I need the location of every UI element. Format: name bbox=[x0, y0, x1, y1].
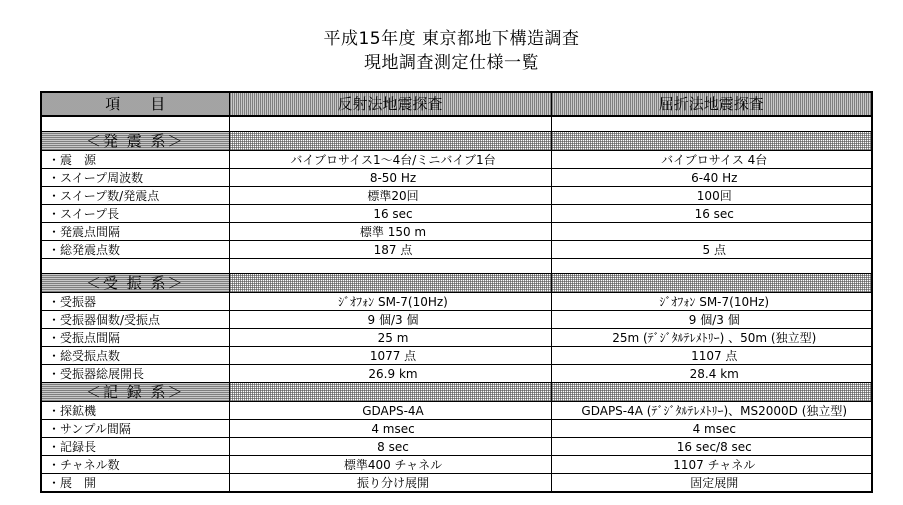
refraction-cell: 6-40 Hz bbox=[551, 169, 872, 187]
item-cell: ・総発震点数 bbox=[41, 241, 229, 259]
table-row bbox=[41, 347, 872, 365]
refraction-cell: GDAPS-4A (ﾃﾞｼﾞﾀﾙﾃﾚﾒﾄﾘｰ)、MS2000D (独立型) bbox=[551, 402, 872, 420]
reflection-cell: 4 msec bbox=[229, 420, 551, 438]
reflection-cell: 8-50 Hz bbox=[229, 169, 551, 187]
table-header-row bbox=[41, 92, 872, 116]
table-row bbox=[41, 311, 872, 329]
reflection-cell: 187 点 bbox=[229, 241, 551, 259]
reflection-cell: 標準400 チャネル bbox=[229, 456, 551, 474]
item-cell: ・受振器個数/受振点 bbox=[41, 311, 229, 329]
document-subtitle: 現地調査測定仕様一覧 bbox=[364, 53, 539, 73]
reflection-cell: バイブロサイス1～4台/ミニバイブ1台 bbox=[229, 151, 551, 169]
refraction-cell: 9 個/3 個 bbox=[551, 311, 872, 329]
refraction-cell: ｼﾞｵﾌｫﾝ SM-7(10Hz) bbox=[551, 293, 872, 311]
reflection-cell: 9 個/3 個 bbox=[229, 311, 551, 329]
refraction-cell: 5 点 bbox=[551, 241, 872, 259]
item-cell: ・スイープ長 bbox=[41, 205, 229, 223]
reflection-cell: 26.9 km bbox=[229, 365, 551, 383]
refraction-cell: 28.4 km bbox=[551, 365, 872, 383]
header-item: 項 目 bbox=[41, 92, 229, 116]
reflection-cell: 16 sec bbox=[229, 205, 551, 223]
refraction-cell: 4 msec bbox=[551, 420, 872, 438]
header-refraction: 屈折法地震探査 bbox=[551, 92, 872, 116]
item-cell: ・サンプル間隔 bbox=[41, 420, 229, 438]
refraction-cell: 100回 bbox=[551, 187, 872, 205]
item-cell: ・展 開 bbox=[41, 474, 229, 493]
reflection-cell: ｼﾞｵﾌｫﾝ SM-7(10Hz) bbox=[229, 293, 551, 311]
table-row bbox=[41, 365, 872, 383]
table-row bbox=[41, 205, 872, 223]
item-cell: ・受振器 bbox=[41, 293, 229, 311]
reflection-cell: 標準20回 bbox=[229, 187, 551, 205]
section-title: ＜記 録 系＞ bbox=[41, 383, 229, 402]
item-cell: ・スイープ周波数 bbox=[41, 169, 229, 187]
table-row bbox=[41, 169, 872, 187]
refraction-cell: 25m (ﾃﾞｼﾞﾀﾙﾃﾚﾒﾄﾘｰ) 、50m (独立型) bbox=[551, 329, 872, 347]
refraction-cell: 固定展開 bbox=[551, 474, 872, 493]
section-fill-cell bbox=[551, 383, 872, 402]
table-row bbox=[41, 420, 872, 438]
item-cell: ・チャネル数 bbox=[41, 456, 229, 474]
section-header-row bbox=[41, 132, 872, 151]
table-row bbox=[41, 474, 872, 493]
item-cell: ・総受振点数 bbox=[41, 347, 229, 365]
refraction-cell: 16 sec/8 sec bbox=[551, 438, 872, 456]
table-row bbox=[41, 402, 872, 420]
reflection-cell: 標準 150 m bbox=[229, 223, 551, 241]
table-row bbox=[41, 241, 872, 259]
table-row bbox=[41, 293, 872, 311]
spacer-row bbox=[41, 259, 872, 274]
table-row bbox=[41, 151, 872, 169]
reflection-cell: 1077 点 bbox=[229, 347, 551, 365]
spacer-cell bbox=[551, 116, 872, 132]
refraction-cell: バイブロサイス 4台 bbox=[551, 151, 872, 169]
reflection-cell: 8 sec bbox=[229, 438, 551, 456]
section-fill-cell bbox=[551, 274, 872, 293]
item-cell: ・受振器総展開長 bbox=[41, 365, 229, 383]
table-row bbox=[41, 329, 872, 347]
section-header-row bbox=[41, 274, 872, 293]
item-cell: ・スイープ数/発震点 bbox=[41, 187, 229, 205]
section-fill-cell bbox=[229, 274, 551, 293]
section-fill-cell bbox=[551, 132, 872, 151]
section-title: ＜受 振 系＞ bbox=[41, 274, 229, 293]
item-cell: ・発震点間隔 bbox=[41, 223, 229, 241]
table-row bbox=[41, 456, 872, 474]
item-cell: ・受振点間隔 bbox=[41, 329, 229, 347]
specification-table bbox=[40, 91, 873, 493]
spacer-cell bbox=[229, 116, 551, 132]
refraction-cell: 1107 点 bbox=[551, 347, 872, 365]
reflection-cell: 振り分け展開 bbox=[229, 474, 551, 493]
refraction-cell: 16 sec bbox=[551, 205, 872, 223]
table-row bbox=[41, 187, 872, 205]
spacer-row bbox=[41, 116, 872, 132]
refraction-cell bbox=[551, 223, 872, 241]
document-title: 平成15年度 東京都地下構造調査 bbox=[323, 29, 580, 49]
spacer-cell bbox=[41, 116, 229, 132]
section-header-row bbox=[41, 383, 872, 402]
spacer-cell bbox=[229, 259, 551, 274]
reflection-cell: 25 m bbox=[229, 329, 551, 347]
item-cell: ・探鉱機 bbox=[41, 402, 229, 420]
item-cell: ・震 源 bbox=[41, 151, 229, 169]
item-cell: ・記録長 bbox=[41, 438, 229, 456]
table-row bbox=[41, 438, 872, 456]
section-fill-cell bbox=[229, 383, 551, 402]
section-fill-cell bbox=[229, 132, 551, 151]
header-reflection: 反射法地震探査 bbox=[229, 92, 551, 116]
spacer-cell bbox=[551, 259, 872, 274]
table-row bbox=[41, 223, 872, 241]
section-title: ＜発 震 系＞ bbox=[41, 132, 229, 151]
spacer-cell bbox=[41, 259, 229, 274]
refraction-cell: 1107 チャネル bbox=[551, 456, 872, 474]
reflection-cell: GDAPS-4A bbox=[229, 402, 551, 420]
